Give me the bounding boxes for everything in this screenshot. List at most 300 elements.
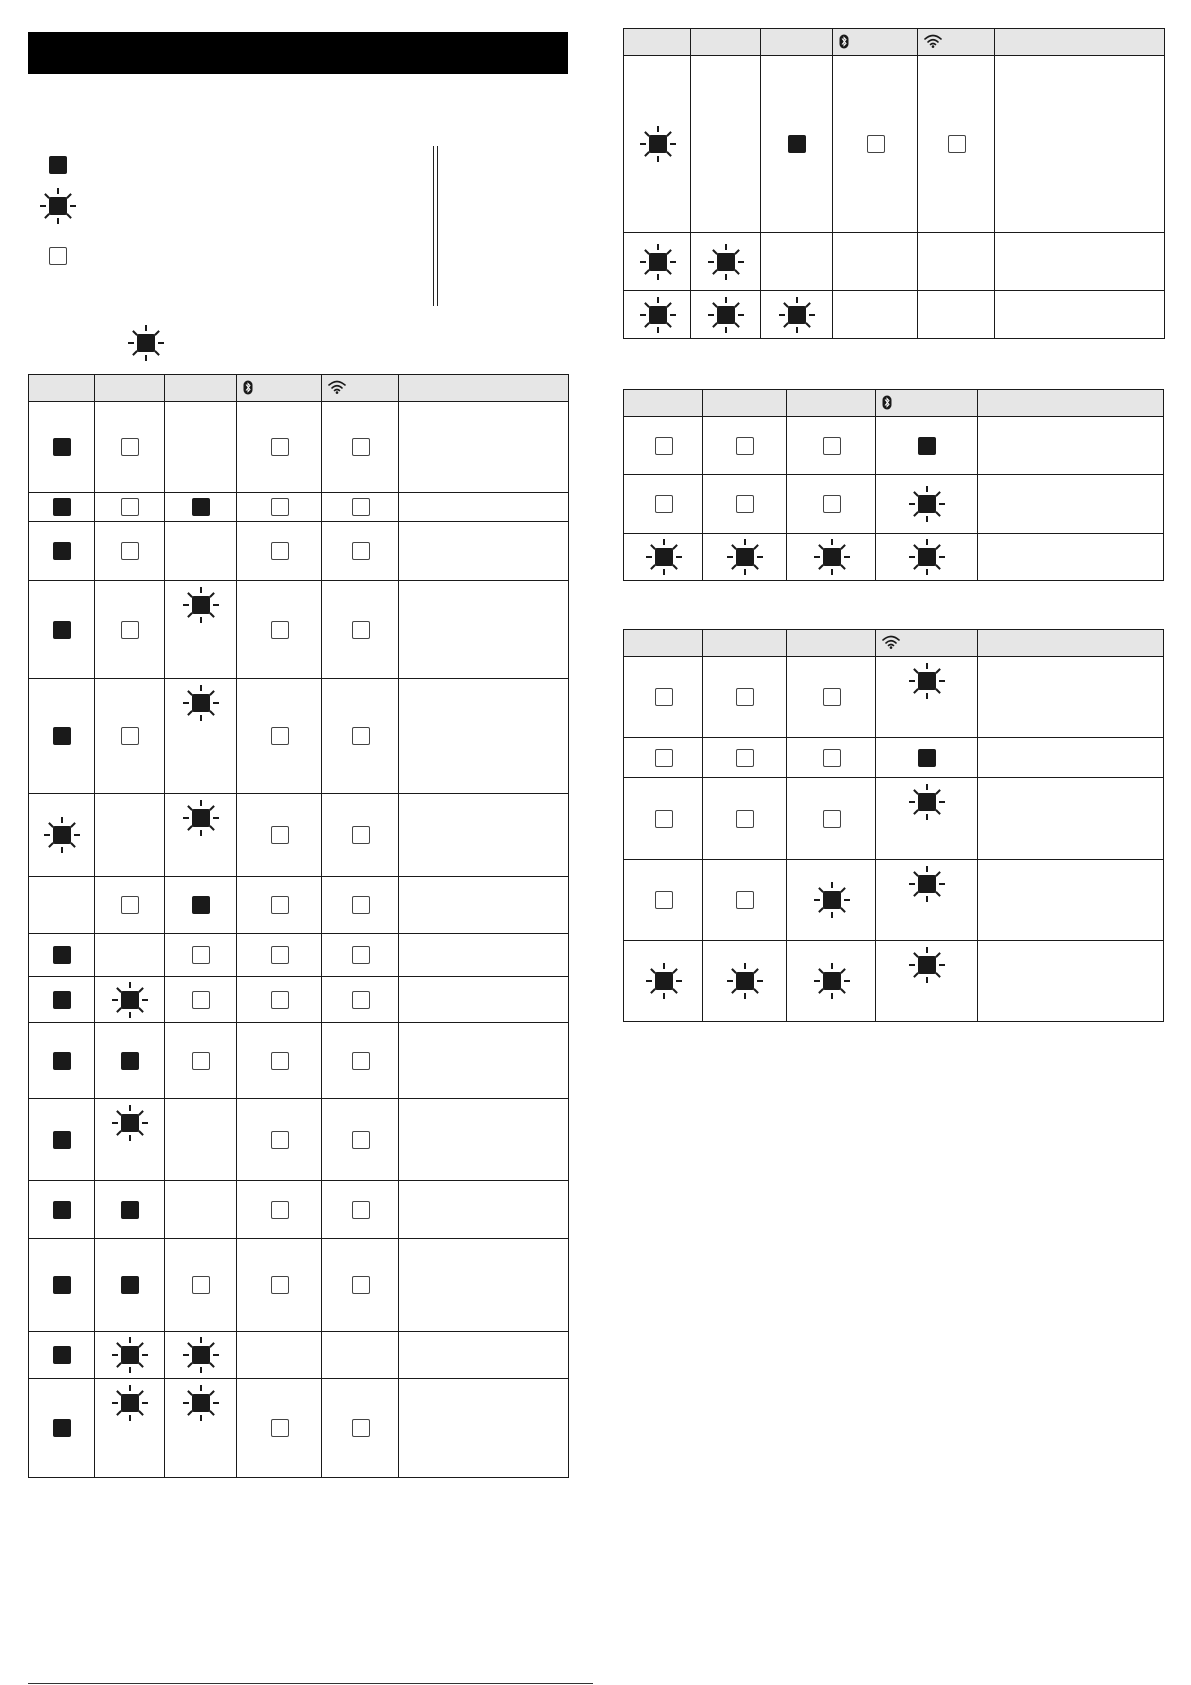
led-off-icon: [271, 727, 289, 745]
led-off-icon: [352, 1052, 370, 1070]
led-lit-icon: [53, 1131, 71, 1149]
led-cell: [876, 417, 978, 475]
led-off-icon: [655, 810, 673, 828]
led-cell: [95, 581, 165, 679]
led-cell: [876, 534, 978, 581]
led-cell: [787, 738, 876, 778]
led-cell: [29, 1379, 95, 1478]
led-blinking-icon: [814, 882, 850, 918]
led-blinking-icon: [727, 539, 763, 575]
led-cell: [95, 679, 165, 794]
led-cell: [237, 493, 322, 522]
led-blinking-icon: [708, 244, 744, 280]
led-cell: [876, 941, 978, 1022]
led-cell: [624, 778, 703, 860]
led-off-icon: [271, 621, 289, 639]
bluetooth-icon: [243, 380, 253, 395]
led-blinking-icon: [112, 1105, 148, 1141]
led-cell: [237, 977, 322, 1023]
table-header-row: [624, 29, 1165, 56]
description-cell: [978, 657, 1164, 738]
led-off-icon: [655, 891, 673, 909]
led-cell: [761, 291, 833, 339]
table-row: [29, 1239, 569, 1332]
led-cell: [165, 679, 237, 794]
description-cell: [399, 1099, 569, 1181]
led-lit-icon: [53, 1346, 71, 1364]
note-blinking-icon: [128, 325, 164, 361]
led-cell: [165, 977, 237, 1023]
led-cell: [624, 941, 703, 1022]
table-row: [624, 291, 1165, 339]
led-cell: [787, 657, 876, 738]
led-off-icon: [352, 946, 370, 964]
led-off-icon: [271, 498, 289, 516]
led-lit-icon: [121, 1276, 139, 1294]
led-off-icon: [655, 437, 673, 455]
led-cell: [787, 941, 876, 1022]
led-off-icon: [352, 896, 370, 914]
legend-divider: [433, 146, 438, 306]
led-cell: [95, 794, 165, 877]
table-row: [624, 233, 1165, 291]
led-cell: [703, 738, 787, 778]
led-blinking-icon: [112, 1385, 148, 1421]
bluetooth-icon: [882, 395, 892, 410]
led-cell: [691, 56, 761, 233]
led-off-icon: [271, 1052, 289, 1070]
led-cell: [322, 977, 399, 1023]
led-off-icon: [655, 749, 673, 767]
table-header-row: [624, 630, 1164, 657]
led-cell: [95, 977, 165, 1023]
description-cell: [978, 417, 1164, 475]
table-row: [29, 1099, 569, 1181]
led-blinking-icon: [909, 784, 945, 820]
table-row: [624, 657, 1164, 738]
table-row: [29, 1379, 569, 1478]
led-cell: [29, 522, 95, 581]
led-cell: [165, 1239, 237, 1332]
led-cell: [703, 941, 787, 1022]
led-lit-icon: [53, 946, 71, 964]
led-cell: [322, 794, 399, 877]
led-off-icon: [823, 495, 841, 513]
led-off-icon: [736, 749, 754, 767]
description-cell: [995, 233, 1165, 291]
led-blinking-icon: [183, 685, 219, 721]
bluetooth-icon: [839, 34, 849, 49]
header-cell: [787, 390, 876, 417]
led-off-icon: [655, 688, 673, 706]
led-cell: [322, 1181, 399, 1239]
led-cell: [703, 417, 787, 475]
led-cell: [165, 1099, 237, 1181]
led-cell: [165, 581, 237, 679]
description-cell: [399, 794, 569, 877]
led-blinking-icon: [112, 982, 148, 1018]
led-cell: [691, 291, 761, 339]
description-cell: [399, 1239, 569, 1332]
led-cell: [624, 233, 691, 291]
description-cell: [399, 1379, 569, 1478]
description-cell: [995, 56, 1165, 233]
led-cell: [165, 877, 237, 934]
led-off-icon: [271, 1276, 289, 1294]
header-cell: [703, 390, 787, 417]
led-cell: [322, 1332, 399, 1379]
header-cell: [876, 630, 978, 657]
led-off-icon: [736, 891, 754, 909]
led-off-icon: [121, 727, 139, 745]
led-blinking-icon: [183, 1337, 219, 1373]
header-cell: [995, 29, 1165, 56]
led-cell: [624, 738, 703, 778]
led-off-icon: [867, 135, 885, 153]
led-cell: [29, 977, 95, 1023]
description-cell: [399, 522, 569, 581]
led-cell: [703, 778, 787, 860]
led-cell: [29, 581, 95, 679]
led-cell: [29, 877, 95, 934]
led-off-icon: [271, 991, 289, 1009]
led-blinking-icon: [640, 126, 676, 162]
led-cell: [95, 522, 165, 581]
table-row: [29, 1023, 569, 1099]
description-cell: [978, 941, 1164, 1022]
led-cell: [237, 679, 322, 794]
led-cell: [237, 1099, 322, 1181]
led-legend: [0, 0, 600, 360]
led-off-icon: [736, 495, 754, 513]
led-cell: [29, 1023, 95, 1099]
led-cell: [322, 522, 399, 581]
description-cell: [995, 291, 1165, 339]
led-status-table-bluetooth: [623, 389, 1164, 581]
led-cell: [165, 1023, 237, 1099]
led-off-icon: [352, 542, 370, 560]
header-cell: [95, 375, 165, 402]
led-blinking-icon: [909, 947, 945, 983]
table-row: [624, 778, 1164, 860]
led-cell: [787, 417, 876, 475]
led-off-icon: [823, 749, 841, 767]
table-row: [29, 1181, 569, 1239]
description-cell: [399, 679, 569, 794]
led-cell: [165, 522, 237, 581]
led-off-icon: [352, 727, 370, 745]
led-cell: [237, 877, 322, 934]
led-cell: [95, 493, 165, 522]
led-cell: [165, 493, 237, 522]
led-blinking-icon: [708, 297, 744, 333]
led-cell: [29, 794, 95, 877]
header-cell: [322, 375, 399, 402]
table-row: [29, 581, 569, 679]
led-cell: [95, 877, 165, 934]
led-off-icon: [121, 438, 139, 456]
led-off-icon: [948, 135, 966, 153]
description-cell: [978, 534, 1164, 581]
table-row: [29, 493, 569, 522]
led-lit-icon: [192, 498, 210, 516]
led-lit-icon: [53, 1201, 71, 1219]
legend-blinking-icon: [40, 188, 76, 224]
led-cell: [918, 291, 995, 339]
led-cell: [29, 679, 95, 794]
led-off-icon: [823, 688, 841, 706]
led-cell: [691, 233, 761, 291]
led-cell: [624, 860, 703, 941]
led-cell: [876, 778, 978, 860]
led-lit-icon: [53, 1052, 71, 1070]
table-row: [624, 860, 1164, 941]
led-cell: [95, 1099, 165, 1181]
led-off-icon: [121, 621, 139, 639]
led-off-icon: [192, 1052, 210, 1070]
led-cell: [876, 860, 978, 941]
led-cell: [29, 1099, 95, 1181]
description-cell: [978, 475, 1164, 534]
led-off-icon: [192, 991, 210, 1009]
led-cell: [624, 657, 703, 738]
table-row: [29, 679, 569, 794]
description-cell: [399, 1332, 569, 1379]
table-row: [29, 877, 569, 934]
wifi-icon: [924, 34, 942, 48]
description-cell: [978, 738, 1164, 778]
led-cell: [29, 934, 95, 977]
header-cell: [29, 375, 95, 402]
wifi-icon: [328, 380, 346, 394]
led-cell: [322, 581, 399, 679]
led-cell: [322, 877, 399, 934]
led-cell: [833, 291, 918, 339]
led-blinking-icon: [183, 800, 219, 836]
header-cell: [918, 29, 995, 56]
led-cell: [95, 1023, 165, 1099]
led-cell: [29, 1181, 95, 1239]
wifi-icon: [882, 635, 900, 649]
led-cell: [165, 1332, 237, 1379]
led-lit-icon: [53, 498, 71, 516]
led-lit-icon: [53, 1276, 71, 1294]
led-off-icon: [271, 438, 289, 456]
led-cell: [165, 1379, 237, 1478]
led-cell: [29, 402, 95, 493]
led-cell: [95, 402, 165, 493]
description-cell: [978, 860, 1164, 941]
header-cell: [624, 630, 703, 657]
led-cell: [761, 56, 833, 233]
led-off-icon: [192, 1276, 210, 1294]
description-cell: [399, 877, 569, 934]
led-lit-icon: [53, 621, 71, 639]
led-cell: [918, 56, 995, 233]
description-cell: [399, 977, 569, 1023]
led-cell: [703, 860, 787, 941]
led-cell: [624, 417, 703, 475]
led-cell: [322, 493, 399, 522]
led-off-icon: [271, 896, 289, 914]
led-off-icon: [352, 1419, 370, 1437]
header-cell: [691, 29, 761, 56]
led-off-icon: [271, 1131, 289, 1149]
led-blinking-icon: [646, 539, 682, 575]
led-lit-icon: [918, 749, 936, 767]
led-cell: [833, 56, 918, 233]
led-cell: [95, 1332, 165, 1379]
header-cell: [237, 375, 322, 402]
led-status-table-wifi: [623, 629, 1164, 1022]
legend-off-icon: [49, 247, 67, 265]
led-lit-icon: [53, 1419, 71, 1437]
led-blinking-icon: [112, 1337, 148, 1373]
led-blinking-icon: [640, 297, 676, 333]
led-cell: [29, 493, 95, 522]
table-row: [624, 417, 1164, 475]
led-cell: [29, 1332, 95, 1379]
led-cell: [787, 475, 876, 534]
led-cell: [237, 934, 322, 977]
led-off-icon: [352, 438, 370, 456]
led-cell: [322, 934, 399, 977]
header-cell: [876, 390, 978, 417]
led-blinking-icon: [909, 663, 945, 699]
led-off-icon: [352, 826, 370, 844]
header-cell: [165, 375, 237, 402]
led-lit-icon: [53, 438, 71, 456]
header-cell: [624, 390, 703, 417]
led-cell: [624, 475, 703, 534]
led-cell: [165, 1181, 237, 1239]
led-cell: [322, 1239, 399, 1332]
led-off-icon: [736, 437, 754, 455]
led-blinking-icon: [814, 963, 850, 999]
table-row: [624, 941, 1164, 1022]
header-cell: [787, 630, 876, 657]
led-status-table-main: [28, 374, 569, 1478]
led-off-icon: [823, 437, 841, 455]
led-cell: [165, 794, 237, 877]
header-cell: [978, 630, 1164, 657]
led-off-icon: [271, 826, 289, 844]
led-cell: [237, 794, 322, 877]
table-row: [29, 977, 569, 1023]
led-cell: [787, 778, 876, 860]
led-off-icon: [352, 1201, 370, 1219]
led-cell: [322, 402, 399, 493]
led-cell: [876, 475, 978, 534]
led-off-icon: [271, 1419, 289, 1437]
led-cell: [237, 1332, 322, 1379]
led-cell: [237, 1181, 322, 1239]
led-lit-icon: [53, 727, 71, 745]
led-lit-icon: [53, 991, 71, 1009]
led-cell: [703, 534, 787, 581]
led-cell: [95, 1239, 165, 1332]
header-cell: [703, 630, 787, 657]
led-off-icon: [352, 1131, 370, 1149]
led-off-icon: [352, 991, 370, 1009]
led-off-icon: [823, 810, 841, 828]
header-cell: [761, 29, 833, 56]
table-row: [29, 794, 569, 877]
led-cell: [322, 1023, 399, 1099]
led-cell: [237, 402, 322, 493]
led-lit-icon: [192, 896, 210, 914]
led-off-icon: [121, 542, 139, 560]
led-cell: [322, 1099, 399, 1181]
footer-rule: [28, 1683, 593, 1684]
led-cell: [918, 233, 995, 291]
table-header-row: [624, 390, 1164, 417]
led-off-icon: [271, 946, 289, 964]
led-off-icon: [121, 896, 139, 914]
led-cell: [833, 233, 918, 291]
led-blinking-icon: [183, 1385, 219, 1421]
table-row: [29, 1332, 569, 1379]
led-off-icon: [192, 946, 210, 964]
table-row: [29, 522, 569, 581]
led-blinking-icon: [183, 587, 219, 623]
led-cell: [876, 657, 978, 738]
description-cell: [399, 581, 569, 679]
led-cell: [237, 581, 322, 679]
table-row: [29, 934, 569, 977]
led-blinking-icon: [909, 866, 945, 902]
led-cell: [876, 738, 978, 778]
led-cell: [95, 934, 165, 977]
led-blinking-icon: [909, 486, 945, 522]
description-cell: [399, 1181, 569, 1239]
description-cell: [978, 778, 1164, 860]
led-cell: [761, 233, 833, 291]
led-cell: [95, 1181, 165, 1239]
led-blinking-icon: [640, 244, 676, 280]
led-cell: [165, 402, 237, 493]
header-cell: [624, 29, 691, 56]
table-row: [624, 475, 1164, 534]
table-row: [624, 738, 1164, 778]
led-cell: [29, 1239, 95, 1332]
table-header-row: [29, 375, 569, 402]
led-cell: [322, 1379, 399, 1478]
legend-lit-icon: [49, 156, 67, 174]
description-cell: [399, 493, 569, 522]
led-cell: [322, 679, 399, 794]
led-cell: [165, 934, 237, 977]
led-cell: [624, 56, 691, 233]
led-status-table-continued: [623, 28, 1165, 339]
led-blinking-icon: [779, 297, 815, 333]
led-off-icon: [352, 621, 370, 639]
led-blinking-icon: [646, 963, 682, 999]
led-lit-icon: [918, 437, 936, 455]
led-off-icon: [655, 495, 673, 513]
led-off-icon: [271, 542, 289, 560]
led-off-icon: [121, 498, 139, 516]
table-row: [624, 56, 1165, 233]
led-cell: [787, 860, 876, 941]
led-lit-icon: [121, 1201, 139, 1219]
led-cell: [624, 291, 691, 339]
led-cell: [237, 1023, 322, 1099]
description-cell: [399, 402, 569, 493]
table-row: [29, 402, 569, 493]
header-cell: [978, 390, 1164, 417]
header-cell: [833, 29, 918, 56]
